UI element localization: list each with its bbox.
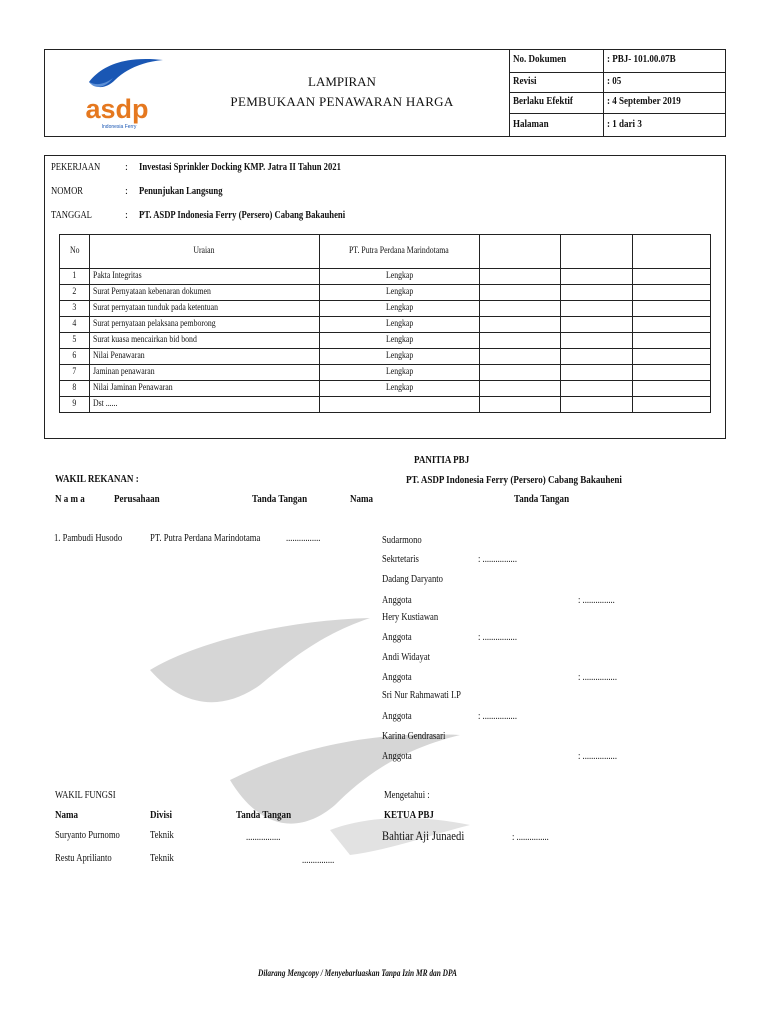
rekanan-col-nama: N a m a [55, 493, 85, 505]
panitia-member-role: Sekrtetaris [382, 554, 419, 565]
table-row: 8 Nilai Jaminan Penawaran Lengkap [60, 381, 711, 397]
rekanan-name: 1. Pambudi Husodo [54, 533, 123, 544]
panitia-member-role: Anggota [382, 595, 412, 606]
header-empty-3 [633, 235, 711, 269]
panitia-member-role: Anggota [382, 751, 412, 762]
asdp-logo-icon [45, 50, 175, 136]
panitia-title: PANITIA PBJ [414, 454, 470, 466]
ketua-role: KETUA PBJ [384, 809, 434, 821]
panitia-member-sign: : ................ [578, 672, 617, 683]
title-line-1: LAMPIRAN [308, 74, 376, 89]
table-row: 3 Surat pernyataan tunduk pada ketentuan Lengkap [60, 301, 711, 317]
table-row: 4 Surat pernyataan pelaksana pemborong Lengkap [60, 317, 711, 333]
wakil-fungsi-title: WAKIL FUNGSI [55, 790, 116, 801]
header-uraian: Uraian [89, 235, 319, 269]
table-row: 5 Surat kuasa mencairkan bid bond Lengkap [60, 333, 711, 349]
table-row: 2 Surat Pernyataan kebenaran dokumen Lengkap [60, 285, 711, 301]
panitia-col-ttd: Tanda Tangan [514, 493, 570, 505]
header-no: No [60, 235, 90, 269]
panitia-member-sign: : ................ [478, 632, 517, 643]
fungsi-col-divisi: Divisi [150, 809, 173, 821]
panitia-member-role: Anggota [382, 672, 412, 683]
rekanan-col-perusahaan: Perusahaan [114, 493, 160, 505]
meta-row-berlaku-efektif: Berlaku Efektif : 4 September 2019 [509, 92, 725, 114]
svg-text:asdp: asdp [85, 94, 149, 124]
panitia-member-name: Sri Nur Rahmawati I.P [382, 690, 461, 701]
document-title [175, 50, 510, 136]
fungsi-row-ttd: ............... [302, 855, 335, 866]
fungsi-col-ttd: Tanda Tangan [236, 809, 292, 821]
panitia-member-name: Andi Widayat [382, 652, 431, 663]
wakil-rekanan-title: WAKIL REKANAN : [55, 473, 139, 485]
header-vendor: PT. Putra Perdana Marindotama [319, 235, 479, 269]
panitia-member-sign: : ............... [578, 595, 615, 606]
document-checklist-table [59, 234, 711, 413]
fungsi-col-nama: Nama [55, 809, 79, 821]
table-row: 9 Dst ...... [60, 397, 711, 413]
rekanan-signature: ................ [286, 533, 321, 544]
meta-row-revisi: Revisi : 05 [509, 72, 725, 93]
mengetahui-label: Mengetahui : [384, 790, 430, 801]
panitia-col-nama: Nama [350, 493, 374, 505]
panitia-member-name: Hery Kustiawan [382, 612, 439, 623]
table-header-row [60, 235, 711, 269]
title-line-2: PEMBUKAAN PENAWARAN HARGA [230, 94, 454, 109]
ketua-sign: : ............... [512, 832, 549, 843]
table-row: 1 Pakta Integritas Lengkap [60, 269, 711, 285]
document-meta [509, 50, 725, 136]
fungsi-row-nama: Restu Aprilianto [55, 853, 112, 864]
fungsi-row-divisi: Teknik [150, 830, 174, 841]
fungsi-row-divisi: Teknik [150, 853, 174, 864]
panitia-member-sign: : ................ [478, 711, 517, 722]
header-empty-1 [479, 235, 561, 269]
panitia-member-role: Anggota [382, 711, 412, 722]
table-row: 7 Jaminan penawaran Lengkap [60, 365, 711, 381]
document-header [44, 49, 726, 137]
panitia-member-sign: : ................ [578, 751, 617, 762]
panitia-member-sign: : ................ [478, 554, 517, 565]
meta-row-no-dokumen: No. Dokumen : PBJ- 101.00.07B [509, 50, 725, 73]
fungsi-row-nama: Suryanto Purnomo [55, 830, 120, 841]
header-empty-2 [561, 235, 633, 269]
watermark-wave-icon [140, 600, 480, 860]
ketua-name: Bahtiar Aji Junaedi [382, 828, 465, 843]
meta-row-halaman: Halaman : 1 dari 3 [509, 113, 725, 136]
panitia-member-name: Karina Gendrasari [382, 731, 446, 742]
panitia-company: PT. ASDP Indonesia Ferry (Persero) Cabang Bakauheni [406, 474, 622, 486]
info-box: PEKERJAAN : Investasi Sprinkler Docking KMP. Jatra II Tahun 2021 NOMOR : Penunjukan Langsung TANGGAL : PT. ASDP Indonesia Ferry (Persero) Cabang Bakauheni No Uraian PT. Putra Perdana Marindotama 1 Pakta Integritas Lengkap 2 Surat Pernyataan kebenaran dokumen Lengkap 3 Surat pernyataan tunduk pada ketentuan Lengkap 4 Surat pernyataan pelaksana pemborong Lengkap 5 Surat kuasa mencairkan bid bond Lengkap 6 Nilai Penawaran Lengkap 7 Jaminan penawaran Lengkap 8 Nilai Jaminan Penawaran Lengkap 9 Dst ...... [44, 155, 726, 439]
panitia-member-role: Anggota [382, 632, 412, 643]
logo [45, 50, 175, 136]
rekanan-col-ttd: Tanda Tangan [252, 493, 308, 505]
table-row: 6 Nilai Penawaran Lengkap [60, 349, 711, 365]
rekanan-company: PT. Putra Perdana Marindotama [150, 533, 261, 544]
panitia-member-name: Dadang Daryanto [382, 574, 443, 585]
footer-note: Dilarang Mengcopy / Menyebarluaskan Tanpa Izin MR dan DPA [258, 968, 457, 978]
fungsi-row-ttd: ................ [246, 832, 281, 843]
svg-text:Indonesia Ferry: Indonesia Ferry [101, 124, 137, 130]
panitia-member-name: Sudarmono [382, 535, 422, 546]
